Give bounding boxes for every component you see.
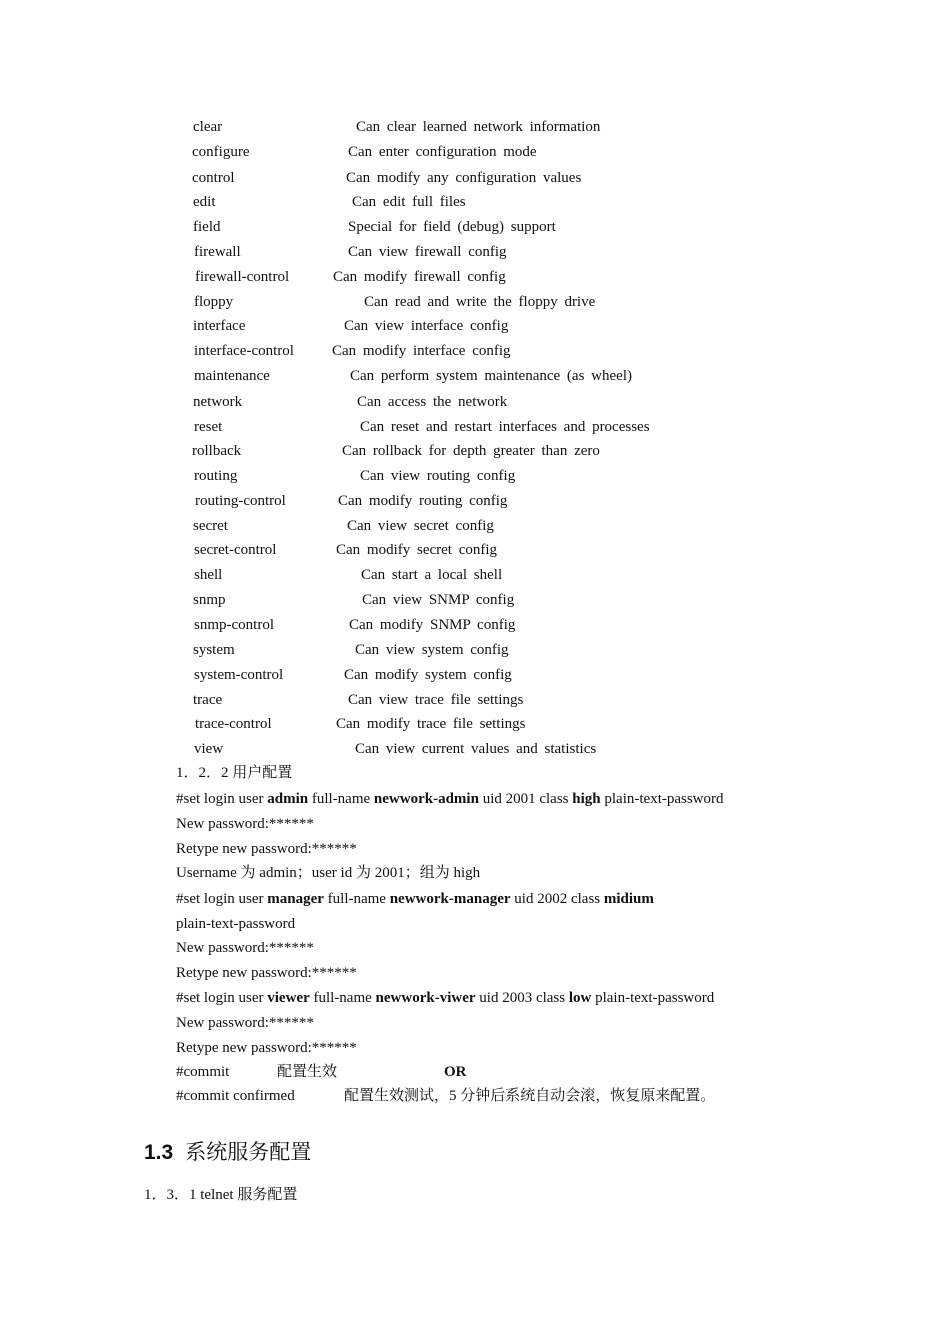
cmd-user: admin: [267, 791, 309, 807]
cmd-text: plain-text-password: [591, 990, 715, 1006]
permission-name: reset: [194, 419, 223, 435]
permission-name: view: [194, 741, 224, 757]
permission-description: Can rollback for depth greater than zero: [342, 443, 600, 459]
commit-command: #commit: [176, 1064, 230, 1080]
cmd-text: full-name: [309, 990, 376, 1006]
cmd-text: #set login user: [176, 990, 268, 1006]
permission-name: edit: [193, 194, 216, 210]
cmd-text: uid 2002 class: [510, 891, 604, 907]
permission-name: network: [193, 394, 243, 410]
password-prompt: New password:******: [176, 1015, 314, 1031]
cmd-text: #set login user: [176, 791, 268, 807]
command-line-admin: [176, 790, 724, 808]
cmd-text: full-name: [308, 791, 374, 807]
cmd-fullname: newwork-admin: [373, 791, 479, 807]
permission-description: Can perform system maintenance (as wheel): [350, 368, 632, 384]
permission-description: Can access the network: [357, 394, 508, 410]
permission-name: trace-control: [195, 716, 272, 732]
permission-description: Can edit full files: [352, 194, 466, 210]
permission-name: firewall-control: [195, 269, 290, 285]
password-prompt: New password:******: [176, 816, 314, 832]
permission-name: routing: [194, 468, 238, 484]
permission-description: Can read and write the floppy drive: [364, 294, 596, 310]
permission-name: routing-control: [195, 493, 286, 509]
cmd-class: high: [572, 791, 601, 807]
username-note: Username 为 admin；user id 为 2001；组为 high: [176, 865, 481, 881]
permission-description: Can clear learned network information: [356, 119, 601, 135]
cmd-user: viewer: [267, 990, 310, 1006]
permission-description: Can modify any configuration values: [346, 170, 582, 186]
commit-confirmed-command: #commit confirmed: [176, 1088, 295, 1104]
retype-password-prompt: Retype new password:******: [176, 1040, 357, 1056]
cmd-fullname: newwork-manager: [389, 891, 511, 907]
permission-description: Can modify firewall config: [333, 269, 506, 285]
commit-confirmed-note: 配置生效测试，5 分钟后系统自动会滚，恢复原来配置。: [344, 1088, 716, 1104]
commit-note: 配置生效: [277, 1064, 338, 1080]
permission-name: configure: [192, 144, 250, 160]
password-prompt: New password:******: [176, 940, 314, 956]
permission-description: Can view routing config: [360, 468, 516, 484]
permission-name: clear: [193, 119, 223, 135]
permission-description: Can modify secret config: [336, 542, 498, 558]
permission-name: system: [193, 642, 235, 658]
or-label: OR: [444, 1064, 467, 1080]
permission-name: field: [193, 219, 221, 235]
permission-name: snmp-control: [194, 617, 274, 633]
permission-description: Can view firewall config: [348, 244, 507, 260]
cmd-text: full-name: [323, 891, 390, 907]
permission-description: Can view trace file settings: [348, 692, 524, 708]
permission-description: Special for field (debug) support: [348, 219, 556, 235]
permission-description: Can modify routing config: [338, 493, 508, 509]
permission-description: Can enter configuration mode: [348, 144, 537, 160]
command-line-viewer: [176, 989, 714, 1007]
command-line-manager: [176, 890, 654, 908]
permission-description: Can view SNMP config: [362, 592, 515, 608]
cmd-text: plain-text-password: [600, 791, 724, 807]
cmd-user: manager: [267, 891, 324, 907]
section-heading-1-3: [144, 1138, 311, 1167]
subsection-heading-1-2-2: 1．2．2 用户配置: [176, 765, 293, 781]
permission-description: Can modify interface config: [332, 343, 511, 359]
permission-name: firewall: [194, 244, 241, 260]
permission-description: Can modify SNMP config: [349, 617, 516, 633]
permission-name: maintenance: [194, 368, 270, 384]
cmd-text: #set login user: [176, 891, 268, 907]
retype-password-prompt: Retype new password:******: [176, 965, 357, 981]
permission-name: rollback: [192, 443, 242, 459]
permission-description: Can view secret config: [347, 518, 494, 534]
permission-description: Can start a local shell: [361, 567, 503, 583]
permission-name: interface-control: [194, 343, 294, 359]
permission-name: control: [192, 170, 235, 186]
permission-name: floppy: [194, 294, 234, 310]
retype-password-prompt: Retype new password:******: [176, 841, 357, 857]
section-title: 系统服务配置: [185, 1140, 312, 1164]
permission-description: Can view system config: [355, 642, 509, 658]
cmd-class: low: [568, 990, 592, 1006]
cmd-fullname: newwork-viwer: [375, 990, 476, 1006]
permission-name: secret: [193, 518, 228, 534]
subsection-heading-1-3-1: 1．3．1 telnet 服务配置: [144, 1187, 298, 1203]
cmd-text: uid 2003 class: [475, 990, 569, 1006]
permission-description: Can view current values and statistics: [355, 741, 597, 757]
permission-name: interface: [193, 318, 246, 334]
permission-description: Can view interface config: [344, 318, 509, 334]
cmd-class: midium: [603, 891, 654, 907]
permission-name: shell: [194, 567, 223, 583]
permission-name: system-control: [194, 667, 284, 683]
command-line-continuation: plain-text-password: [176, 916, 296, 932]
permission-description: Can modify system config: [344, 667, 512, 683]
cmd-text: uid 2001 class: [478, 791, 573, 807]
permission-name: snmp: [193, 592, 226, 608]
permission-description: Can modify trace file settings: [336, 716, 526, 732]
section-number: 1.3: [144, 1141, 174, 1164]
permission-name: trace: [193, 692, 223, 708]
permission-description: Can reset and restart interfaces and processes: [360, 419, 650, 435]
permission-name: secret-control: [194, 542, 277, 558]
